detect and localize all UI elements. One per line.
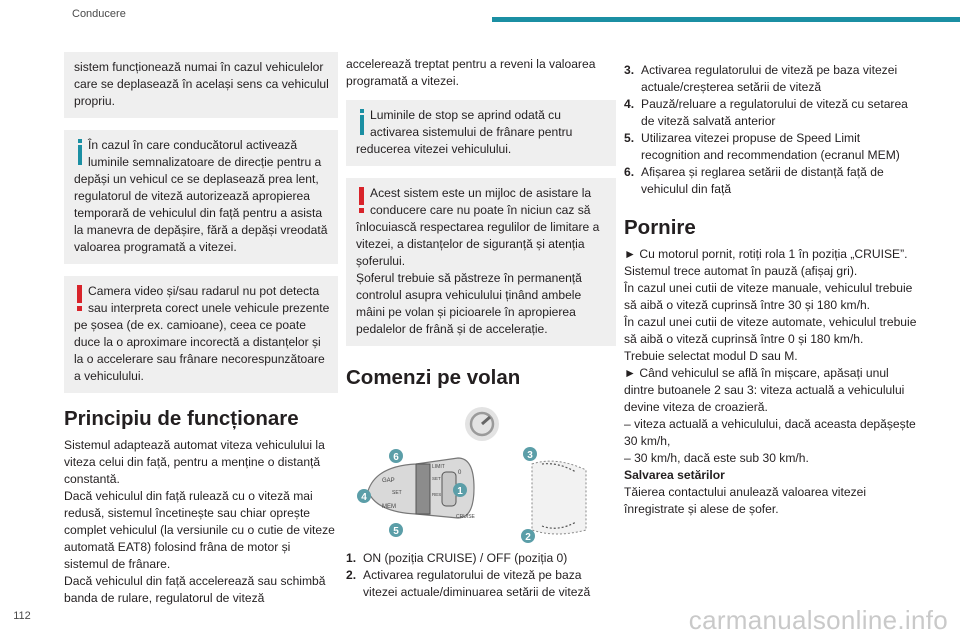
paragraph: Dacă vehiculul din față accelerează sau schimbă banda de rulare, regulatorul de viteză xyxy=(64,574,326,605)
warning-text: Șoferul trebuie să păstreze în permanență controlul asupra vehiculului ținând ambele mâini pe volan și picioarele în apropierea pedalelor de frână și de accelerație. xyxy=(356,271,582,336)
watermark: carmanualsonline.info xyxy=(688,605,948,635)
paragraph: Dacă vehiculul din față rulează cu o viteză mai redusă, sistemul încetinește sau chiar oprește complet vehiculul (la versiunile cu o cutie de viteze automată EAT8) folosind frâna de motor și sistemul de frânare. xyxy=(64,489,335,571)
stalk-label: RES xyxy=(432,492,442,497)
stalk-label: SET xyxy=(432,476,441,481)
stalk-label: 0 xyxy=(458,470,462,476)
steering-controls-diagram xyxy=(346,396,616,546)
subheading-salvarea: Salvarea setărilor xyxy=(624,468,725,482)
callout-1 xyxy=(453,483,467,497)
paragraph: ► Cu motorul pornit, rotiți rola 1 în poziția „CRUISE”. Sistemul trece automat în pauză (afișaj gri). xyxy=(624,247,908,278)
callout-5 xyxy=(389,523,403,537)
callout-6 xyxy=(389,449,403,463)
page-number: 112 xyxy=(13,610,31,622)
warning-box xyxy=(346,178,616,346)
section-heading-pornire: Pornire xyxy=(624,216,696,239)
list-item: 6. Afișarea și reglarea setării de distanță față de vehiculul din față xyxy=(624,165,884,196)
list-item: 2. Activarea regulatorului de viteză pe baza vitezei actuale/diminuarea setării de viteză xyxy=(346,568,591,599)
steering-wheel-icon xyxy=(465,407,499,441)
note-text: sistem funcționează numai în cazul vehiculelor care se deplasează în același sens ca vehiculul propriu. xyxy=(74,60,329,108)
info-text: Luminile de stop se aprind odată cu activarea sistemului de frânare pentru reducerea vitezei vehiculului. xyxy=(356,108,573,156)
svg-text:4: 4 xyxy=(361,492,367,503)
svg-text:5: 5 xyxy=(393,526,399,537)
info-box xyxy=(346,100,616,166)
section-heading-principiu: Principiu de funcționare xyxy=(64,407,299,430)
warning-icon xyxy=(356,187,370,217)
column-2 xyxy=(346,52,616,601)
svg-text:3: 3 xyxy=(527,450,533,461)
warning-text: Acest sistem este un mijloc de asistare la conducere care nu poate în niciun caz să înlocuiască respectarea regulilor de limitare a vitezei, a distanțelor de siguranță și atenția șoferului. xyxy=(356,186,600,268)
stalk-side-view xyxy=(532,461,586,534)
paragraph: ► Când vehiculul se află în mișcare, apăsați unul dintre butoanele 2 sau 3: viteza actuală a vehiculului devine viteza de croazieră. xyxy=(624,366,905,414)
svg-text:6: 6 xyxy=(393,452,399,463)
stalk-label: CRUISE xyxy=(456,514,475,520)
svg-text:2: 2 xyxy=(525,532,531,543)
paragraph: În cazul unei cutii de viteze automate, vehiculul trebuie să aibă o viteză cuprinsă între 0 și 180 km/h. xyxy=(624,315,917,346)
stalk-label: MEM xyxy=(382,504,396,510)
numbered-list xyxy=(346,550,616,601)
paragraph: Tăierea contactului anulează valoarea vitezei înregistrate și alese de șofer. xyxy=(624,485,867,516)
note-box-continued xyxy=(64,52,338,118)
list-item: 5. Utilizarea vitezei propuse de Speed Limit recognition and recommendation (ecranul MEM) xyxy=(624,131,900,162)
paragraph: – 30 km/h, dacă este sub 30 km/h. xyxy=(624,451,809,465)
paragraph: accelerează treptat pentru a reveni la valoarea programată a vitezei. xyxy=(346,57,596,88)
callout-2 xyxy=(521,529,535,543)
list-item: 1. ON (poziția CRUISE) / OFF (poziția 0) xyxy=(346,551,568,565)
numbered-list xyxy=(624,62,920,198)
paragraph: – viteza actuală a vehiculului, dacă aceasta depășește 30 km/h, xyxy=(624,417,916,448)
column-1 xyxy=(64,52,338,607)
svg-text:1: 1 xyxy=(457,486,463,497)
callout-3 xyxy=(523,447,537,461)
list-item: 4. Pauză/reluare a regulatorului de viteză cu setarea de viteză salvată anterior xyxy=(624,97,908,128)
column-3 xyxy=(624,62,920,518)
info-icon xyxy=(74,139,88,169)
warning-text: Camera video și/sau radarul nu pot detecta sau interpreta corect unele vehicule prezente pe șosea (de ex. camioane), ceea ce poate duce la o aproximare incorectă a distanțelor și la o accelerare sau frânare necorespunzătoare a vehiculului. xyxy=(74,284,330,383)
info-text: În cazul în care conducătorul activează luminile semnalizatoare de direcție pentru a depăși un vehicul ce se deplasează prea lent, regulatorul de viteză autorizează apropierea temporară de vehiculul din față pentru a asista la manevra de depășire, fără a depăși vreodată valoarea programată a vitezei. xyxy=(74,138,328,254)
paragraph: În cazul unei cutii de viteze manuale, vehiculul trebuie să aibă o viteză cuprinsă între 30 și 180 km/h. xyxy=(624,281,913,312)
paragraph: Sistemul adaptează automat viteza vehiculului la viteza celui din față, pentru a menține o distanță constantă. xyxy=(64,438,325,486)
header-accent-bar xyxy=(492,17,960,22)
stalk-label: LIMIT xyxy=(432,464,445,470)
header-title: Conducere xyxy=(72,8,126,20)
list-item: 3. Activarea regulatorului de viteză pe baza vitezei actuale/creșterea setării de viteză xyxy=(624,63,898,94)
section-heading-comenzi: Comenzi pe volan xyxy=(346,366,521,389)
info-icon xyxy=(356,109,370,139)
stalk-label: GAP xyxy=(382,478,395,484)
info-box xyxy=(64,130,338,264)
warning-box xyxy=(64,276,338,393)
warning-icon xyxy=(74,285,88,315)
paragraph: Trebuie selectat modul D sau M. xyxy=(624,349,798,363)
callout-4 xyxy=(357,489,371,503)
stalk-label: SET xyxy=(392,490,402,496)
